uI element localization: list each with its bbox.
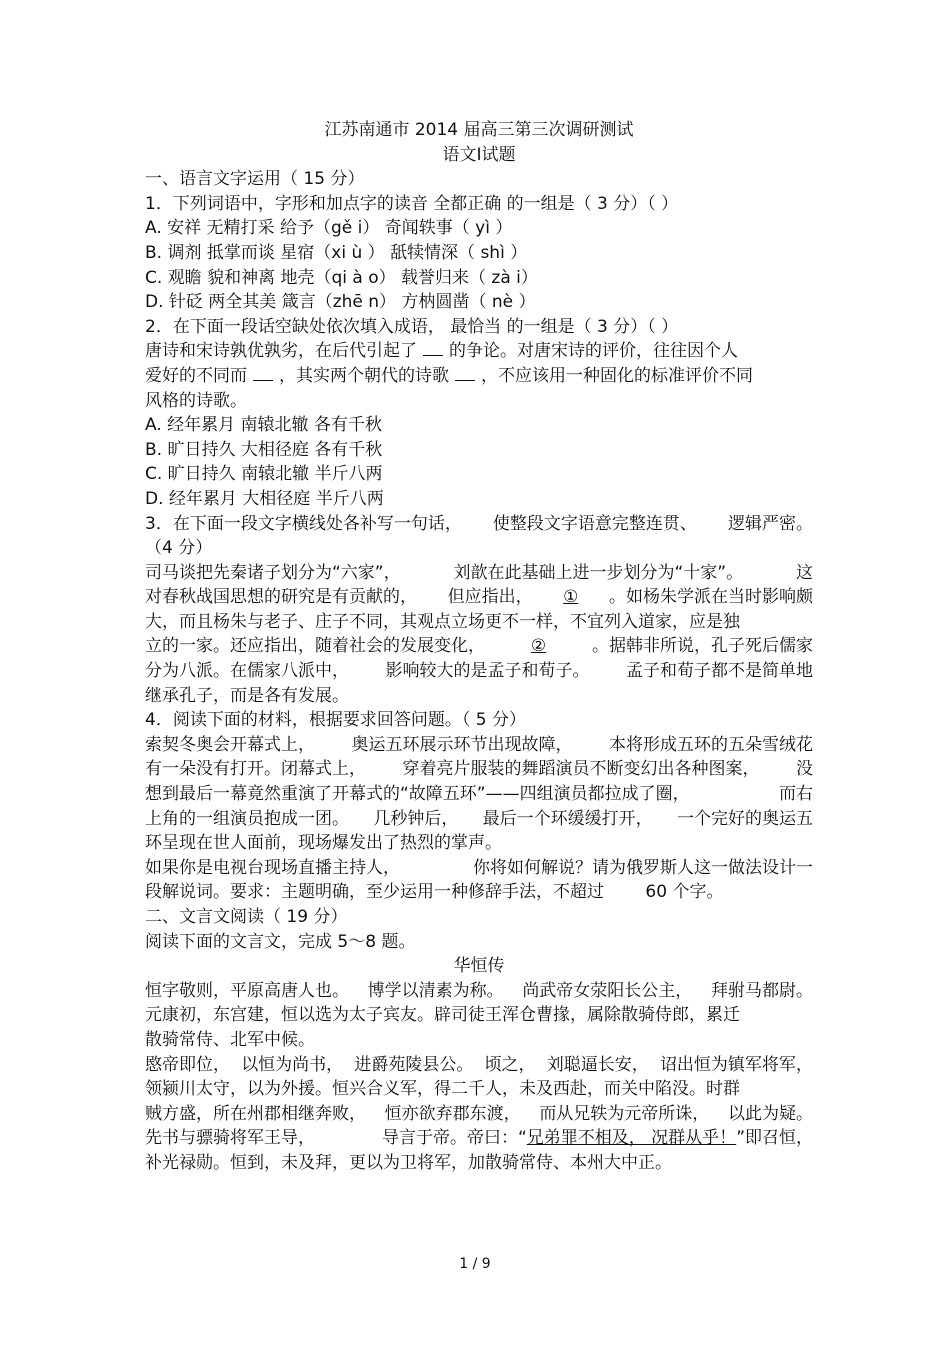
q3-passage-line: 司马谈把先秦诸子划分为“六家”， 刘歆在此基础上进一步划分为“十家”。 这 [145, 562, 813, 583]
q1-option-d: D. 针砭 两全其美 箴言（zhē n） 方枘圆凿（ nè ） [145, 292, 536, 313]
passage-title: 华恒传 [453, 956, 505, 977]
blank-marker-1: ① [563, 587, 579, 608]
fill-blank [423, 340, 443, 356]
q4-stem: 4．阅读下面的材料，根据要求回答问题。（ 5 分） [145, 710, 526, 731]
q4-prompt-line: 如果你是电视台现场直播主持人， 你将如何解说？请为俄罗斯人这一做法设计一 [145, 857, 813, 878]
q2-stem: 2．在下面一段话空缺处依次填入成语， 最恰当 的一组是（ 3 分）（ ） [145, 316, 679, 337]
page-number: 1 / 9 [459, 1256, 491, 1272]
q2-option-c: C. 旷日持久 南辕北辙 半斤八两 [145, 464, 383, 485]
q3-passage-line: 分为八派。在儒家八派中， 影响较大的是孟子和荀子。 孟子和荀子都不是简单地 [145, 661, 813, 682]
q2-passage-line: 唐诗和宋诗孰优孰劣，在后代引起了 的争论。对唐宋诗的评价，往往因个人 [145, 341, 738, 362]
section1-heading: 一、语言文字运用（ 15 分） [145, 169, 365, 190]
fill-blank [253, 365, 273, 381]
q1-option-c: C. 观瞻 貌和神离 地壳（qi à o） 载誉归来（ zà i） [145, 267, 538, 288]
underlined-quote: 兄弟罪不相及， 况群从乎！ [526, 1128, 737, 1149]
q4-passage-line: 环呈现在世人面前，现场爆发出了热烈的掌声。 [145, 833, 502, 854]
classical-text-line: 先书与骠骑将军王导， 导言于帝。帝曰：“兄弟罪不相及， 况群从乎！”即召恒， [145, 1128, 813, 1149]
q4-passage-line: 有一朵没有打开。闭幕式上， 穿着亮片服装的舞蹈演员不断变幻出各种图案， 没 [145, 759, 813, 780]
q1-option-b: B. 调剂 抵掌而谈 星宿（xi ù ） 舐犊情深（ shì ） [145, 242, 528, 263]
classical-text-line: 散骑常侍、北军中候。 [145, 1029, 315, 1050]
classical-text-line: 恒字敬则，平原高唐人也。 博学以清素为称。 尚武帝女荥阳长公主， 拜驸马都尉。 [145, 980, 813, 1001]
classical-text-line: 元康初，东宫建，恒以选为太子宾友。辟司徒王浑仓曹掾，属除散骑侍郎，累迁 [145, 1005, 740, 1026]
classical-text-line: 愍帝即位， 以恒为尚书， 进爵苑陵县公。 顷之， 刘聪逼长安， 诏出恒为镇军将军， [145, 1054, 813, 1075]
q4-passage-line: 索契冬奥会开幕式上， 奥运五环展示环节出现故障， 本将形成五环的五朵雪绒花 [145, 734, 813, 755]
exam-content [145, 118, 813, 1176]
q1-option-a: A. 安祥 无精打采 给予（gě i） 奇闻轶事（ yì ） [145, 218, 513, 239]
q1-stem: 1．下列词语中，字形和加点字的读音 全都正确 的一组是（ 3 分）（ ） [145, 193, 679, 214]
classical-text-line: 领颍川太守，以为外援。恒兴合义军，得二千人，未及西赴，而关中陷没。时群 [145, 1079, 740, 1100]
exam-subtitle: 语文Ⅰ试题 [442, 144, 516, 165]
q2-option-b: B. 旷日持久 大相径庭 各有千秋 [145, 439, 383, 460]
section2-instruction: 阅读下面的文言文，完成 5～8 题。 [145, 931, 416, 952]
blank-marker-2: ② [530, 636, 547, 657]
q2-passage-line: 爱好的不同而 ，其实两个朝代的诗歌 ，不应该用一种固化的标准评价不同 [145, 365, 753, 386]
q4-passage-line: 上角的一组演员抱成一团。 几秒钟后， 最后一个环缓缓打开， 一个完好的奥运五 [145, 808, 813, 829]
classical-text-line: 贼方盛，所在州郡相继奔败， 恒亦欲弃郡东渡， 而从兄轶为元帝所诛， 以此为疑。 [145, 1103, 813, 1124]
q2-passage-end: 风格的诗歌。 [145, 390, 247, 411]
q3-passage-line: 继承孔子，而是各有发展。 [145, 685, 349, 706]
q4-prompt-line: 段解说词。要求：主题明确，至少运用一种修辞手法，不超过 60 个字。 [145, 882, 724, 903]
q3-passage-line: 大，而且杨朱与老子、庄子不同，其观点立场更不一样，不宜列入道家，应是独 [145, 611, 740, 632]
q2-option-d: D. 经年累月 大相径庭 半斤八两 [145, 488, 384, 509]
fill-blank [455, 365, 475, 381]
q3-passage-line: 对春秋战国思想的研究是有贡献的， 但应指出， ① 。如杨朱学派在当时影响颇 [145, 585, 813, 610]
q3-stem: 3．在下面一段文字横线处各补写一句话， 使整段文字语意完整连贯、 逻辑严密。 [145, 513, 813, 534]
q3-passage-line: 立的一家。还应指出，随着社会的发展变化， ② 。据韩非所说，孔子死后儒家 [145, 634, 813, 659]
classical-text-line: 补光禄勋。恒到，未及拜，更以为卫将军，加散骑常侍、本州大中正。 [145, 1152, 672, 1173]
q3-score: （4 分） [145, 538, 213, 559]
section2-heading: 二、文言文阅读（ 19 分） [145, 907, 348, 927]
exam-title: 江苏南通市 2014 届高三第三次调研测试 [324, 120, 634, 140]
q4-passage-line: 想到最后一幕竟然重演了开幕式的“故障五环”——四组演员都拉成了圈， 而右 [145, 784, 813, 805]
q2-option-a: A. 经年累月 南辕北辙 各有千秋 [145, 415, 382, 436]
